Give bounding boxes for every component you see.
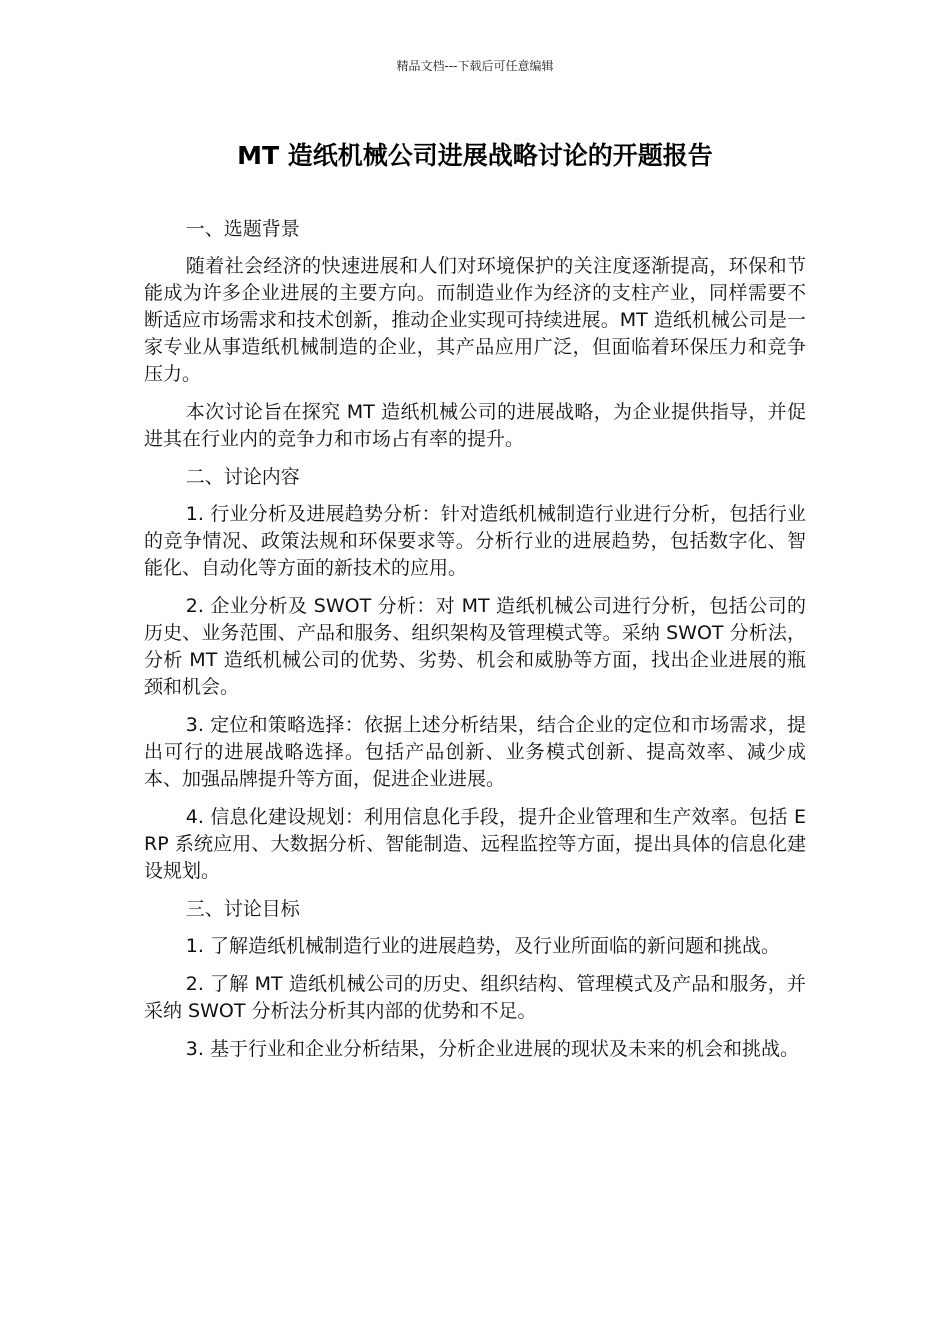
list-item: 1. 行业分析及进展趋势分析：针对造纸机械制造行业进行分析，包括行业的竞争情况、政策法规和环保要求等。分析行业的进展趋势，包括数字化、智能化、自动化等方面的新技术的应用。 [144, 503, 806, 579]
list-item: 1. 了解造纸机械制造行业的进展趋势，及行业所面临的新问题和挑战。 [185, 935, 780, 957]
section-heading-content: 二、讨论内容 [185, 466, 300, 488]
paragraph: 随着社会经济的快速进展和人们对环境保护的关注度逐渐提高，环保和节能成为许多企业进展的主要方向。而制造业作为经济的支柱产业，同样需要不断适应市场需求和技术创新，推动企业实现可持续进展。MT 造纸机械公司是一家专业从事造纸机械制造的企业，其产品应用广泛，但面临着环保压力和竞争压力。 [144, 255, 806, 385]
list-item: 3. 基于行业和企业分析结果，分析企业进展的现状及未来的机会和挑战。 [185, 1038, 799, 1060]
paragraph: 本次讨论旨在探究 MT 造纸机械公司的进展战略，为企业提供指导，并促进其在行业内的竞争力和市场占有率的提升。 [144, 401, 806, 450]
header-note: 精品文档---下载后可任意编辑 [396, 59, 554, 73]
document-body [144, 216, 806, 1074]
list-item: 3. 定位和策略选择：依据上述分析结果，结合企业的定位和市场需求，提出可行的进展战略选择。包括产品创新、业务模式创新、提高效率、减少成本、加强品牌提升等方面，促进企业进展。 [144, 714, 806, 790]
section-heading-background: 一、选题背景 [185, 218, 300, 240]
list-item: 4. 信息化建设规划：利用信息化手段，提升企业管理和生产效率。包括 ERP 系统应用、大数据分析、智能制造、远程监控等方面，提出具体的信息化建设规划。 [144, 806, 806, 882]
list-item: 2. 了解 MT 造纸机械公司的历史、组织结构、管理模式及产品和服务，并采纳 SWOT 分析法分析其内部的优势和不足。 [144, 973, 806, 1022]
list-item: 2. 企业分析及 SWOT 分析：对 MT 造纸机械公司进行分析，包括公司的历史、业务范围、产品和服务、组织架构及管理模式等。采纳 SWOT 分析法，分析 MT 造纸机械公司的优势、劣势、机会和威胁等方面，找出企业进展的瓶颈和机会。 [144, 595, 806, 698]
page-title: MT 造纸机械公司进展战略讨论的开题报告 [237, 141, 713, 170]
section-heading-goals: 三、讨论目标 [185, 898, 300, 920]
